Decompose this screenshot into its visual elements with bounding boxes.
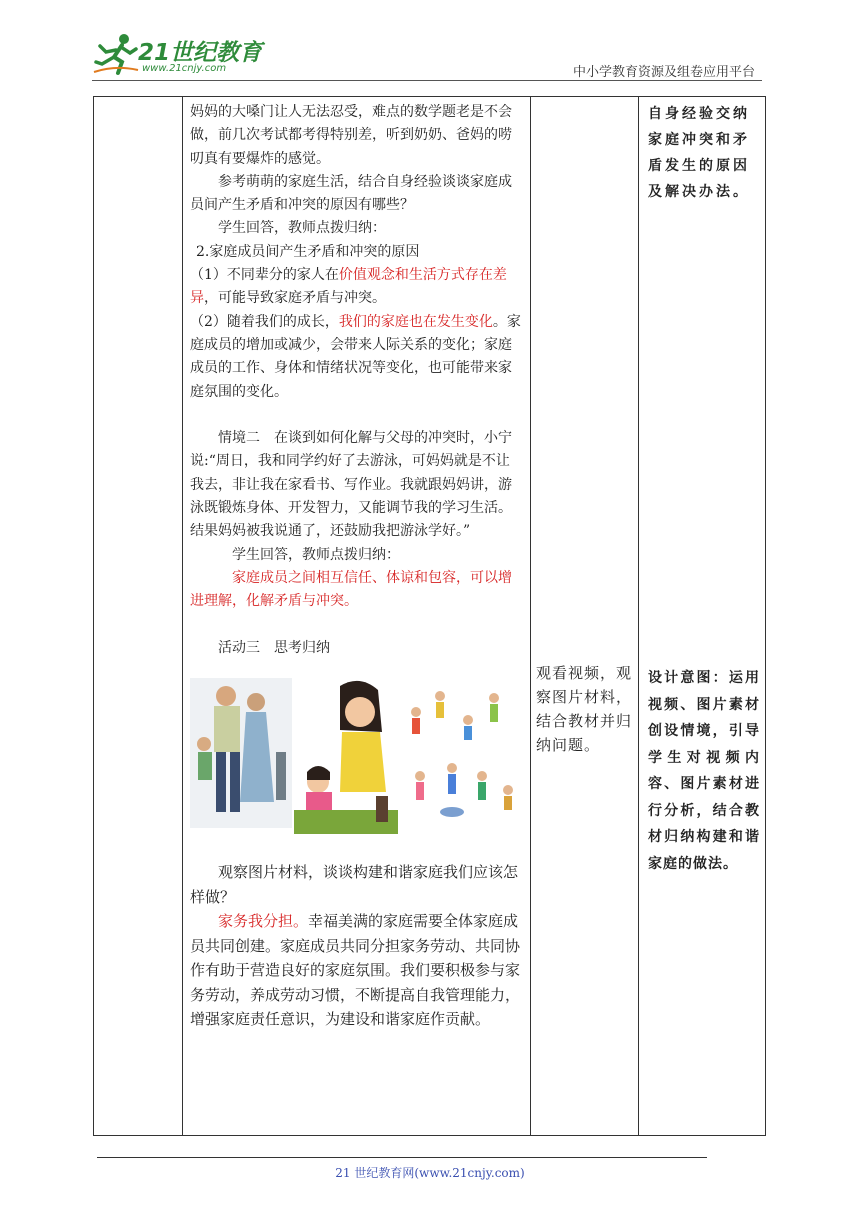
reason-1: （1）不同辈分的家人在价值观念和生活方式存在差异，可能导致家庭矛盾与冲突。 bbox=[190, 267, 507, 307]
reason-2: （2）随着我们的成长，我们的家庭也在发生变化。家庭成员的增加或减少，会带来人际关系的变化；家庭成员的工作、身体和情绪状况等变化，也可能带来家庭氛围的变化。 bbox=[190, 313, 521, 400]
column-divider bbox=[530, 97, 531, 1135]
conclusion-text: 家庭成员之间相互信任、体谅和包容，可以增进理解，化解矛盾与冲突。 bbox=[190, 569, 512, 610]
housework-illustrations bbox=[190, 672, 522, 834]
chores-section bbox=[190, 860, 522, 1032]
header-divider bbox=[92, 80, 762, 81]
scenario-text: 妈妈的大嗓门让人无法忍受，难点的数学题老是不会做，前几次考试都考得特别差，听到奶奶、爸妈的唠叨真有要爆炸的感觉。 bbox=[190, 104, 512, 167]
answer-prompt: 学生回答，教师点拨归纳： bbox=[218, 220, 386, 237]
family-cleaning-image bbox=[190, 678, 292, 828]
footer-text: 21 世纪教育网(www.21cnjy.com) bbox=[335, 1166, 525, 1180]
children-chores-image bbox=[411, 691, 513, 817]
platform-title: 中小学教育资源及组卷应用平台 bbox=[572, 65, 755, 80]
logo-text: 21世纪教育 bbox=[138, 40, 263, 66]
design-intent-top: 自身经验交纳家庭冲突和矛盾发生的原因及解决办法。 bbox=[648, 106, 750, 200]
section-heading: 2.家庭成员间产生矛盾和冲突的原因 bbox=[196, 243, 420, 260]
question-text: 参考萌萌的家庭生活，结合自身经验谈谈家庭成员间产生矛盾和冲突的原因有哪些？ bbox=[190, 173, 512, 214]
girl-washing-dishes-image bbox=[294, 678, 398, 834]
teaching-process-cell bbox=[190, 101, 522, 660]
site-logo bbox=[92, 32, 262, 80]
activity-heading: 活动三 思考归纳 bbox=[218, 639, 330, 656]
runner-logo-icon bbox=[92, 32, 140, 76]
student-activity-cell: 观看视频，观察图片材料，结合教材并归纳问题。 bbox=[536, 664, 633, 754]
scenario-two: 情境二 在谈到如何化解与父母的冲突时，小宁说:“周日，我和同学约好了去游泳，可妈妈就是不让我去，非让我在家看书、写作业。我就跟妈妈讲，游泳既锻炼身体、开发智力，又能调节我的学习生活。结果妈妈被我说通了，还鼓励我把游泳学好。” bbox=[190, 430, 512, 540]
design-intent-bottom: 设计意图：运用视频、图片素材创设情境，引导学生对视频内容、图片素材进行分析，结合教材归纳构建和谐家庭的做法。 bbox=[648, 670, 760, 872]
column-divider bbox=[182, 97, 183, 1135]
logo-url: www.21cnjy.com bbox=[142, 63, 227, 74]
answer-prompt: 学生回答，教师点拨归纳： bbox=[232, 546, 400, 563]
column-divider bbox=[638, 97, 639, 1135]
lesson-table bbox=[93, 96, 766, 1136]
chores-paragraph: 家务我分担。幸福美满的家庭需要全体家庭成员共同创建。家庭成员共同分担家务劳动、共同协作有助于营造良好的家庭氛围。我们要积极参与家务劳动，养成劳动习惯，不断提高自我管理能力，增强家庭责任意识，为建设和谐家庭作贡献。 bbox=[190, 912, 521, 1028]
page-header bbox=[0, 0, 860, 90]
observe-question: 观察图片材料，谈谈构建和谐家庭我们应该怎样做？ bbox=[190, 863, 519, 906]
footer-divider bbox=[97, 1157, 707, 1158]
